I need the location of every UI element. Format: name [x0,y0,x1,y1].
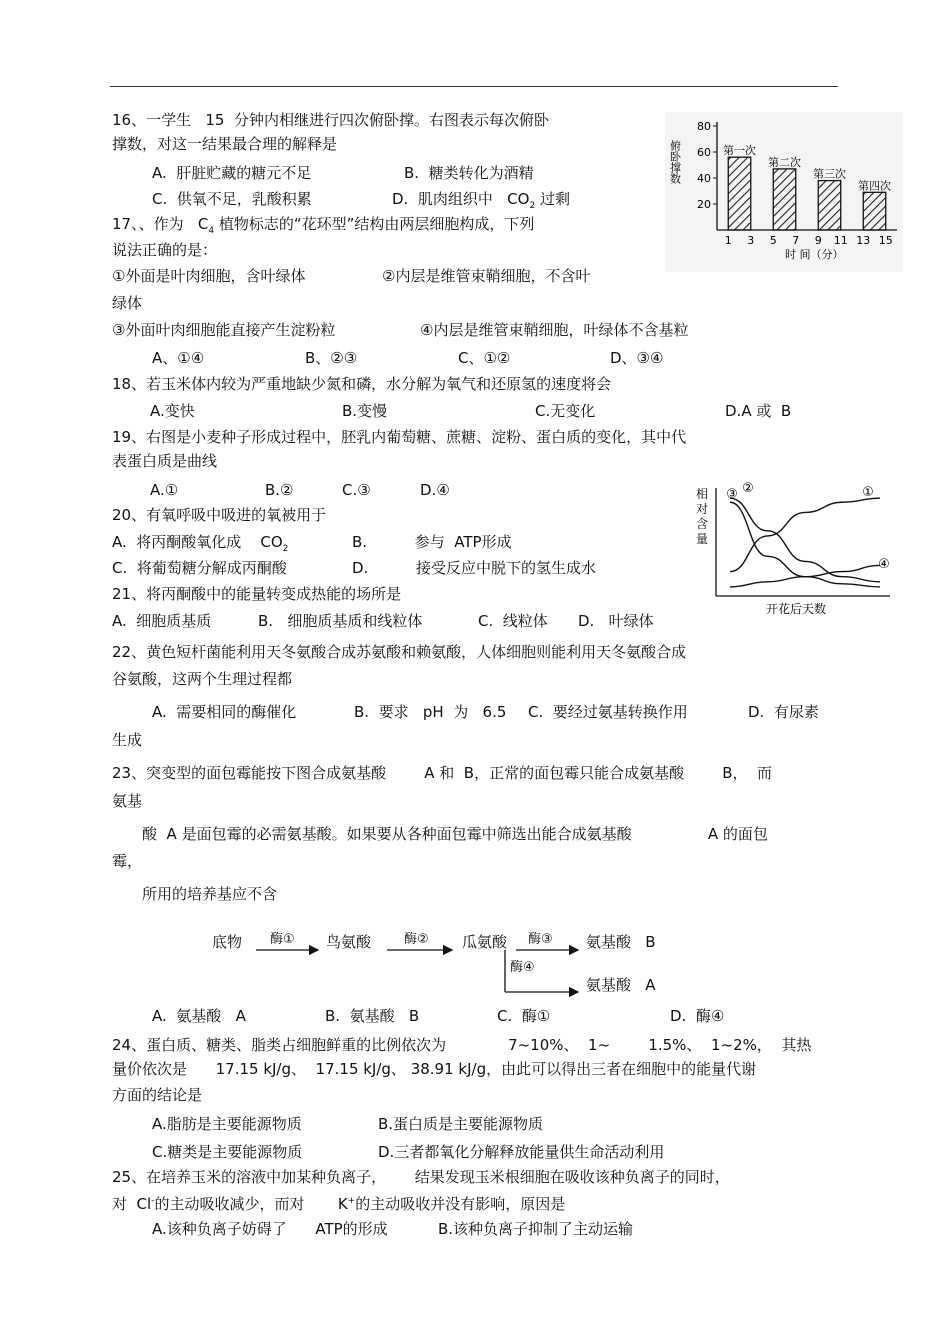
q18-stem: 18、若玉米体内较为严重地缺少氮和磷，水分解为氧气和还原氢的速度将会 [112,375,612,393]
q20-option-a: A. 将丙酮酸氧化成 $CO_2$ [112,533,289,554]
curve-line [730,565,880,586]
q23-option-a: A. 氨基酸 A [152,1007,246,1025]
q17-option-b: B、②③ [305,349,358,367]
q17-stem-line1: 17、、作为 $C_4$ 植物标志的“花环型”结构由两层细胞构成，下列 [112,215,535,236]
bar-x-tick-label: 15 [878,234,893,247]
q18-option-a: A.变快 [150,402,195,420]
q23-option-b: B. 氨基酸 B [325,1007,420,1025]
q24-option-c: C.糖类是主要能源物质 [152,1143,303,1161]
q20-stem: 20、有氧呼吸中吸进的氧被用于 [112,506,327,524]
q16-stem-line1: 16、一学生 15 分钟内相继进行四次俯卧撑。右图表示每次俯卧 [112,111,550,129]
curve-series-label: ④ [878,557,890,572]
pathway-citrulline: 瓜氨酸 [462,933,508,951]
q21-stem: 21、将丙酮酸中的能量转变成热能的场所是 [112,585,402,603]
q19-stem-line1: 19、右图是小麦种子形成过程中，胚乳内葡萄糖、蔗糖、淀粉、蛋白质的变化，其中代 [112,428,687,446]
q22-option-b: B. 要求 pH 为 6.5 [354,703,507,721]
pathway-ornithine: 鸟氨酸 [326,933,372,951]
q17-option-c: C、①② [458,349,511,367]
bar [773,169,796,230]
bar-category-label: 第二次 [768,155,801,169]
q19-option-a: A.① [150,481,179,499]
curve-ylabel-char: 对 [696,502,709,516]
q22-stem-line1: 22、黄色短杆菌能利用天冬氨酸合成苏氨酸和赖氨酸，人体细胞则能利用天冬氨酸合成 [112,643,687,661]
q17-statement-3: ③外面叶肉细胞能直接产生淀粉粒 [112,321,336,339]
q24-stem-line3: 方面的结论是 [112,1086,203,1104]
q24-option-b: B.蛋白质是主要能源物质 [378,1115,544,1133]
q23-stem-line4: 霉， [112,852,143,870]
q25-option-a: A.该种负离子妨碍了 ATP的形成 [152,1220,388,1238]
q17-statement-4: ④内层是维管束鞘细胞，叶绿体不含基粒 [420,321,689,339]
amino-acid-pathway-diagram [200,926,680,1002]
header-rule [110,86,838,87]
curve-series-label: ① [862,485,874,500]
curve-series-label: ③ [726,487,738,502]
q21-option-d: D. 叶绿体 [578,612,654,630]
bar-chart-ylabel: 俯卧撑数 [668,140,682,184]
bar-x-tick-label: 9 [814,234,822,247]
q18-option-c: C.无变化 [535,402,596,420]
bar-y-tick-label: 40 [697,172,711,185]
q22-option-c: C. 要经过氨基转换作用 [528,703,688,721]
q23-option-d: D. 酶④ [670,1007,725,1025]
bar [818,181,841,230]
q16-option-c: C. 供氧不足，乳酸积累 [152,190,312,208]
q16-option-a: A. 肝脏贮藏的糖元不足 [152,164,312,182]
q22-option-d-cont: 生成 [112,731,143,749]
bar-y-tick-label: 60 [697,146,711,159]
q17-statement-2-cont: 绿体 [112,294,143,312]
q20-option-b: B. 参与 ATP形成 [352,533,512,551]
q16-stem-line2: 撑数，对这一结果最合理的解释是 [112,135,338,153]
curve-series-label: ② [742,481,754,496]
bar-x-tick-label: 5 [769,234,777,247]
pathway-enzyme-2: 酶② [404,932,429,947]
pathway-enzyme-3: 酶③ [528,932,553,947]
endosperm-curve-chart [690,480,900,620]
q17-statement-1: ①外面是叶肉细胞，含叶绿体 [112,267,306,285]
pathway-substrate: 底物 [212,933,243,951]
q18-option-d: D.A 或 B [725,402,792,420]
q16-option-b: B. 糖类转化为酒精 [404,164,534,182]
q18-option-b: B.变慢 [342,402,388,420]
q19-option-d: D.④ [420,481,450,499]
q25-stem-line1: 25、在培养玉米的溶液中加某种负离子， 结果发现玉米根细胞在吸收该种负离子的同时， [112,1168,730,1186]
q21-option-c: C. 线粒体 [478,612,548,630]
bar-chart-xlabel: 时 间（分） [785,248,844,261]
q20-option-c: C. 将葡萄糖分解成丙酮酸 [112,559,287,577]
pathway-amino-acid-b: 氨基酸 B [586,933,656,951]
q16-option-d: D. 肌肉组织中 $CO_2$ 过剩 [392,190,570,211]
curve-ylabel-char: 含 [696,517,709,531]
curve-chart-xlabel: 开花后天数 [766,602,827,616]
q17-option-d: D、③④ [610,349,664,367]
curve-ylabel-char: 相 [696,487,709,501]
q23-option-c: C. 酶① [497,1007,551,1025]
q24-option-d: D.三者都氧化分解释放能量供生命活动利用 [378,1143,665,1161]
bar-category-label: 第三次 [813,167,846,181]
q22-stem-line2: 谷氨酸，这两个生理过程都 [112,670,293,688]
pathway-enzyme-1: 酶① [270,932,295,947]
bar-x-tick-label: 11 [833,234,848,247]
bar-x-tick-label: 3 [747,234,755,247]
q23-stem-line1: 23、突变型的面包霉能按下图合成氨基酸 A 和 B，正常的面包霉只能合成氨基酸 B， 而 [112,764,773,782]
curve-line [730,502,880,587]
q17-statement-2: ②内层是维管束鞘细胞，不含叶 [382,267,591,285]
q23-stem-line2: 氨基 [112,792,143,810]
q22-option-d: D. 有尿素 [748,703,819,721]
bar-y-tick-label: 80 [697,120,711,133]
pathway-enzyme-4: 酶④ [510,960,535,975]
q24-option-a: A.脂肪是主要能源物质 [152,1115,302,1133]
curve-line [730,498,880,571]
q17-option-a: A、①④ [152,349,205,367]
q21-option-b: B. 细胞质基质和线粒体 [258,612,423,630]
q23-stem-line3: 酸 A 是面包霉的必需氨基酸。如果要从各种面包霉中筛选出能合成氨基酸 A 的面包 [142,825,768,843]
q17-stem-line2: 说法正确的是： [112,241,218,259]
bar-category-label: 第一次 [723,144,756,158]
q24-stem-line1: 24、蛋白质、糖类、脂类占细胞鲜重的比例依次为 7~10%、 1~ 1.5%、 1~2%， 其热 [112,1036,812,1054]
curve-ylabel-char: 量 [696,532,709,546]
q19-option-b: B.② [265,481,294,499]
q24-stem-line2: 量价依次是 17.15 kJ/g、 17.15 kJ/g、 38.91 kJ/g，由此可以得出三者在细胞中的能量代谢 [112,1060,757,1078]
bar-category-label: 第四次 [858,179,891,193]
bar [728,157,751,230]
q21-option-a: A. 细胞质基质 [112,612,212,630]
q25-stem-line2: 对 Cl-的主动吸收减少，而对 K+的主动吸收并没有影响，原因是 [112,1195,566,1213]
q19-option-c: C.③ [342,481,371,499]
q22-option-a: A. 需要相同的酶催化 [152,703,297,721]
bar-y-tick-label: 20 [697,198,711,211]
q19-stem-line2: 表蛋白质是曲线 [112,452,218,470]
pathway-amino-acid-a: 氨基酸 A [586,976,656,994]
bar-x-tick-label: 13 [856,234,871,247]
q25-option-b: B.该种负离子抑制了主动运输 [438,1220,634,1238]
pushup-bar-chart [665,112,903,272]
q23-stem-line5: 所用的培养基应不含 [142,885,278,903]
q20-option-d: D. 接受反应中脱下的氢生成水 [352,559,597,577]
bar [863,192,886,230]
bar-x-tick-label: 1 [724,234,732,247]
bar-x-tick-label: 7 [792,234,800,247]
curve-chart-ylabel [696,486,708,546]
